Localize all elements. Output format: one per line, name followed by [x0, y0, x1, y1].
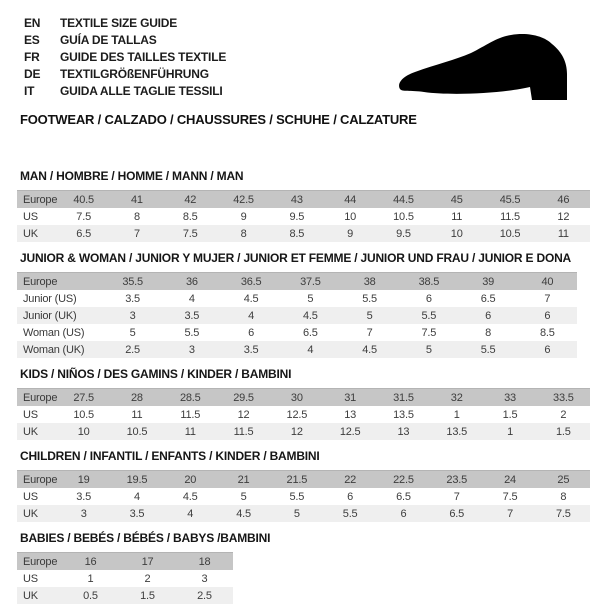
size-cell: 4.5 — [340, 341, 399, 358]
table-row — [17, 191, 590, 209]
size-table — [17, 552, 233, 604]
language-label: TEXTILE SIZE GUIDE — [60, 15, 178, 30]
row-label: UK — [17, 423, 57, 440]
size-cell: 5 — [270, 505, 323, 522]
size-cell: 5 — [103, 324, 162, 341]
language-row — [24, 14, 600, 31]
size-cell: 5 — [340, 307, 399, 324]
size-cell: 9.5 — [270, 208, 323, 225]
size-cell: 7 — [483, 505, 536, 522]
language-label: GUIDA ALLE TAGLIE TESSILI — [60, 83, 223, 98]
size-cell: 3.5 — [162, 307, 221, 324]
size-cell: 12 — [537, 208, 590, 225]
size-cell: 4.5 — [164, 488, 217, 505]
size-cell: 8 — [459, 324, 518, 341]
size-cell: 6 — [518, 341, 577, 358]
table-row — [17, 225, 590, 242]
size-cell: 7 — [340, 324, 399, 341]
size-cell: 6.5 — [459, 290, 518, 307]
size-table-section — [17, 368, 600, 440]
size-cell: 10.5 — [57, 406, 110, 423]
size-cell: 10.5 — [110, 423, 163, 440]
table-row — [17, 471, 590, 489]
table-row — [17, 488, 590, 505]
size-cell: 16 — [62, 553, 119, 571]
row-label: Woman (UK) — [17, 341, 103, 358]
table-title: JUNIOR & WOMAN / JUNIOR Y MUJER / JUNIOR ET FEMME / JUNIOR UND FRAU / JUNIOR E DONA — [20, 251, 572, 265]
table-row — [17, 307, 577, 324]
size-cell: 12.5 — [270, 406, 323, 423]
language-code: IT — [24, 83, 35, 98]
size-cell: 4 — [222, 307, 281, 324]
size-cell: 5.5 — [399, 307, 458, 324]
size-cell: 9.5 — [377, 225, 430, 242]
size-cell: 4.5 — [281, 307, 340, 324]
language-code: DE — [24, 66, 41, 81]
language-label: GUÍA DE TALLAS — [60, 32, 157, 47]
size-cell: 4.5 — [222, 290, 281, 307]
size-cell: 19.5 — [110, 471, 163, 489]
language-label: TEXTILGRÖßENFÜHRUNG — [60, 66, 209, 81]
size-cell: 24 — [483, 471, 536, 489]
size-cell: 42.5 — [217, 191, 270, 209]
size-cell: 5.5 — [340, 290, 399, 307]
size-cell: 42 — [164, 191, 217, 209]
size-cell: 8.5 — [164, 208, 217, 225]
size-cell: 8 — [537, 488, 590, 505]
size-cell: 11.5 — [164, 406, 217, 423]
size-table — [17, 190, 590, 242]
size-cell: 44.5 — [377, 191, 430, 209]
size-cell: 13.5 — [377, 406, 430, 423]
table-row — [17, 570, 233, 587]
row-label: Europe — [17, 191, 57, 209]
size-cell: 6.5 — [430, 505, 483, 522]
table-row — [17, 505, 590, 522]
table-title: KIDS / NIÑOS / DES GAMINS / KINDER / BAMBINI — [20, 367, 292, 381]
size-cell: 35.5 — [103, 273, 162, 291]
size-cell: 2 — [537, 406, 590, 423]
table-row — [17, 587, 233, 604]
size-cell: 38.5 — [399, 273, 458, 291]
size-cell: 7 — [430, 488, 483, 505]
size-cell: 5 — [217, 488, 270, 505]
row-label: Europe — [17, 553, 62, 571]
size-cell: 43 — [270, 191, 323, 209]
size-cell: 2.5 — [176, 587, 233, 604]
row-label: US — [17, 488, 57, 505]
size-cell: 10 — [430, 225, 483, 242]
size-cell: 11 — [164, 423, 217, 440]
size-cell: 4 — [281, 341, 340, 358]
row-label: Europe — [17, 471, 57, 489]
size-cell: 2 — [119, 570, 176, 587]
table-title: MAN / HOMBRE / HOMME / MANN / MAN — [20, 169, 244, 183]
size-cell: 6 — [323, 488, 376, 505]
size-cell: 45 — [430, 191, 483, 209]
size-cell: 3.5 — [103, 290, 162, 307]
size-cell: 7.5 — [483, 488, 536, 505]
size-cell: 25 — [537, 471, 590, 489]
size-cell: 8 — [110, 208, 163, 225]
size-cell: 10 — [57, 423, 110, 440]
size-cell: 46 — [537, 191, 590, 209]
size-cell: 1 — [483, 423, 536, 440]
size-cell: 23.5 — [430, 471, 483, 489]
row-label: Europe — [17, 273, 103, 291]
size-cell: 2.5 — [103, 341, 162, 358]
size-cell: 31.5 — [377, 389, 430, 407]
size-cell: 7 — [110, 225, 163, 242]
size-cell: 28 — [110, 389, 163, 407]
size-cell: 13 — [323, 406, 376, 423]
size-cell: 5 — [281, 290, 340, 307]
size-cell: 1.5 — [483, 406, 536, 423]
size-cell: 13.5 — [430, 423, 483, 440]
size-cell: 41 — [110, 191, 163, 209]
size-cell: 3.5 — [110, 505, 163, 522]
size-cell: 5.5 — [323, 505, 376, 522]
size-cell: 36.5 — [222, 273, 281, 291]
size-cell: 7.5 — [399, 324, 458, 341]
size-cell: 3 — [162, 341, 221, 358]
size-cell: 3.5 — [57, 488, 110, 505]
table-row — [17, 406, 590, 423]
size-cell: 22 — [323, 471, 376, 489]
size-cell: 8.5 — [270, 225, 323, 242]
size-table-section — [17, 170, 600, 242]
size-cell: 17 — [119, 553, 176, 571]
size-cell: 1 — [430, 406, 483, 423]
language-code: FR — [24, 49, 40, 64]
size-table-section — [17, 532, 600, 604]
table-row — [17, 290, 577, 307]
language-label: GUIDE DES TAILLES TEXTILE — [60, 49, 227, 64]
size-cell: 31 — [323, 389, 376, 407]
size-cell: 40.5 — [57, 191, 110, 209]
row-label: UK — [17, 505, 57, 522]
language-code: EN — [24, 15, 41, 30]
size-cell: 9 — [323, 225, 376, 242]
size-cell: 44 — [323, 191, 376, 209]
size-cell: 1.5 — [119, 587, 176, 604]
size-cell: 11.5 — [217, 423, 270, 440]
size-cell: 6.5 — [57, 225, 110, 242]
size-cell: 21 — [217, 471, 270, 489]
row-label: Europe — [17, 389, 57, 407]
size-cell: 6 — [399, 290, 458, 307]
size-cell: 33.5 — [537, 389, 590, 407]
size-cell: 11.5 — [483, 208, 536, 225]
size-cell: 7.5 — [164, 225, 217, 242]
size-cell: 45.5 — [483, 191, 536, 209]
size-cell: 29.5 — [217, 389, 270, 407]
size-table — [17, 470, 590, 522]
size-cell: 7 — [518, 290, 577, 307]
size-cell: 3 — [57, 505, 110, 522]
row-label: UK — [17, 225, 57, 242]
size-cell: 0.5 — [62, 587, 119, 604]
size-cell: 19 — [57, 471, 110, 489]
size-cell: 6 — [377, 505, 430, 522]
size-cell: 5.5 — [459, 341, 518, 358]
size-cell: 6.5 — [281, 324, 340, 341]
size-table-section — [17, 450, 600, 522]
size-cell: 1.5 — [537, 423, 590, 440]
size-cell: 6 — [222, 324, 281, 341]
category-title: FOOTWEAR / CALZADO / CHAUSSURES / SCHUHE / CALZATURE — [20, 112, 417, 127]
size-cell: 3 — [176, 570, 233, 587]
size-cell: 4.5 — [217, 505, 270, 522]
size-cell: 7.5 — [537, 505, 590, 522]
size-cell: 20 — [164, 471, 217, 489]
size-cell: 5.5 — [270, 488, 323, 505]
size-cell: 6 — [518, 307, 577, 324]
size-cell: 12 — [270, 423, 323, 440]
size-cell: 6 — [459, 307, 518, 324]
size-table — [17, 388, 590, 440]
table-title: CHILDREN / INFANTIL / ENFANTS / KINDER / BAMBINI — [20, 449, 320, 463]
row-label: Woman (US) — [17, 324, 103, 341]
size-cell: 28.5 — [164, 389, 217, 407]
row-label: Junior (US) — [17, 290, 103, 307]
row-label: US — [17, 406, 57, 423]
table-row — [17, 273, 577, 291]
table-row — [17, 208, 590, 225]
size-cell: 27.5 — [57, 389, 110, 407]
size-cell: 22.5 — [377, 471, 430, 489]
size-cell: 18 — [176, 553, 233, 571]
size-cell: 9 — [217, 208, 270, 225]
table-row — [17, 324, 577, 341]
size-cell: 32 — [430, 389, 483, 407]
row-label: Junior (UK) — [17, 307, 103, 324]
size-cell: 30 — [270, 389, 323, 407]
size-cell: 11 — [430, 208, 483, 225]
size-cell: 12 — [217, 406, 270, 423]
size-table — [17, 272, 577, 358]
size-cell: 10.5 — [377, 208, 430, 225]
size-cell: 36 — [162, 273, 221, 291]
table-row — [17, 341, 577, 358]
shoe-icon — [393, 32, 578, 114]
size-cell: 10 — [323, 208, 376, 225]
size-cell: 13 — [377, 423, 430, 440]
size-cell: 38 — [340, 273, 399, 291]
size-cell: 3 — [103, 307, 162, 324]
size-cell: 1 — [62, 570, 119, 587]
size-cell: 5.5 — [162, 324, 221, 341]
size-cell: 39 — [459, 273, 518, 291]
size-cell: 33 — [483, 389, 536, 407]
tables — [17, 170, 600, 604]
size-cell: 7.5 — [57, 208, 110, 225]
size-cell: 8.5 — [518, 324, 577, 341]
size-cell: 8 — [217, 225, 270, 242]
row-label: US — [17, 208, 57, 225]
table-row — [17, 423, 590, 440]
size-cell: 40 — [518, 273, 577, 291]
size-cell: 11 — [537, 225, 590, 242]
size-cell: 4 — [164, 505, 217, 522]
language-code: ES — [24, 32, 40, 47]
row-label: US — [17, 570, 62, 587]
size-cell: 12.5 — [323, 423, 376, 440]
size-cell: 6.5 — [377, 488, 430, 505]
size-table-section — [17, 252, 600, 358]
size-cell: 21.5 — [270, 471, 323, 489]
size-cell: 4 — [162, 290, 221, 307]
table-title: BABIES / BEBÉS / BÉBÉS / BABYS /BAMBINI — [20, 531, 271, 545]
table-row — [17, 389, 590, 407]
size-cell: 11 — [110, 406, 163, 423]
size-cell: 5 — [399, 341, 458, 358]
size-cell: 4 — [110, 488, 163, 505]
row-label: UK — [17, 587, 62, 604]
table-row — [17, 553, 233, 571]
size-cell: 37.5 — [281, 273, 340, 291]
size-cell: 10.5 — [483, 225, 536, 242]
size-cell: 3.5 — [222, 341, 281, 358]
